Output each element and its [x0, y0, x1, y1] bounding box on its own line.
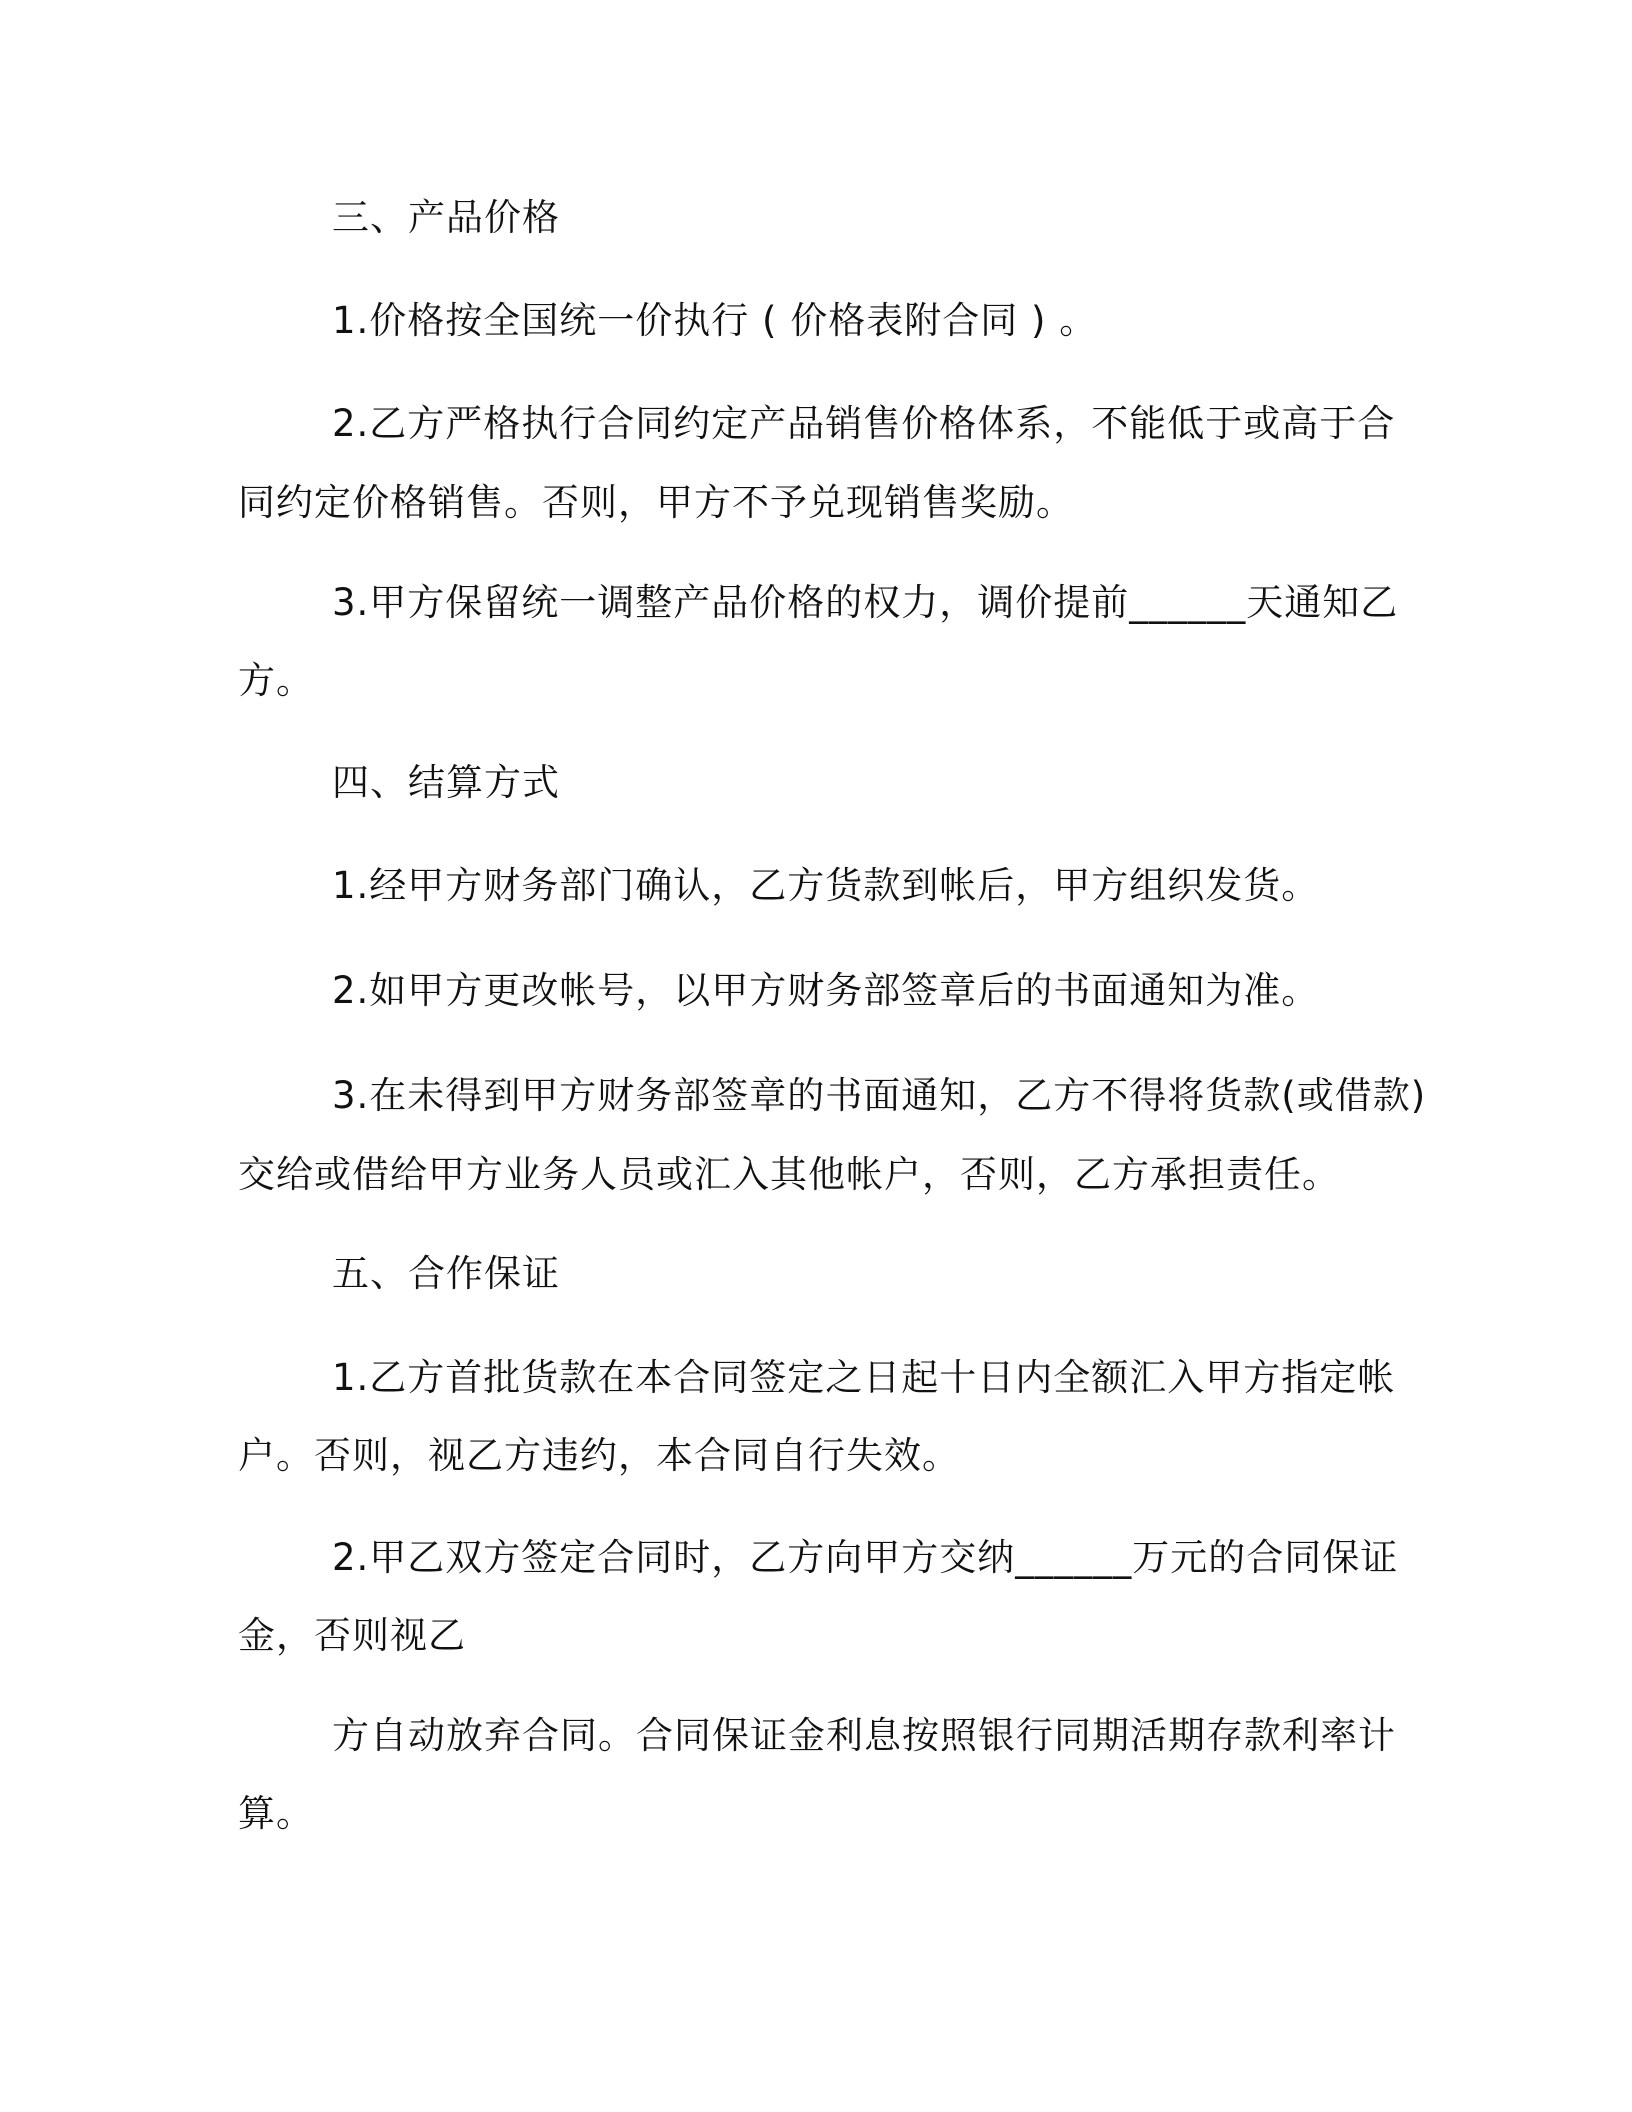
guarantee-clause-2-line-2: 金，否则视乙 [238, 1614, 466, 1657]
price-clause-2-line-1: 2.乙方严格执行合同约定产品销售价格体系，不能低于或高于合 [332, 402, 1396, 445]
guarantee-clause-1-line-2: 户。否则，视乙方违约，本合同自行失效。 [238, 1434, 960, 1477]
guarantee-clause-2-line-4: 算。 [238, 1792, 314, 1835]
price-clause-3-line-2: 方。 [238, 659, 314, 702]
settlement-clause-3-line-1: 3.在未得到甲方财务部签章的书面通知，乙方不得将货款(或借款) [332, 1074, 1427, 1117]
guarantee-clause-2-line-3: 方自动放弃合同。合同保证金利息按照银行同期活期存款利率计 [332, 1714, 1396, 1757]
section-heading-price: 三、产品价格 [332, 196, 560, 239]
price-clause-2-line-2: 同约定价格销售。否则，甲方不予兑现销售奖励。 [238, 481, 1074, 524]
settlement-clause-2: 2.如甲方更改帐号，以甲方财务部签章后的书面通知为准。 [332, 969, 1320, 1012]
section-heading-settlement: 四、结算方式 [332, 761, 560, 804]
settlement-clause-3-line-2: 交给或借给甲方业务人员或汇入其他帐户，否则，乙方承担责任。 [238, 1153, 1340, 1196]
price-clause-1: 1.价格按全国统一价执行 ( 价格表附合同 ) 。 [332, 299, 1098, 342]
settlement-clause-1: 1.经甲方财务部门确认，乙方货款到帐后，甲方组织发货。 [332, 864, 1320, 907]
section-heading-guarantee: 五、合作保证 [332, 1252, 560, 1295]
guarantee-clause-2-line-1: 2.甲乙双方签定合同时，乙方向甲方交纳______万元的合同保证 [332, 1536, 1399, 1579]
price-clause-3-line-1: 3.甲方保留统一调整产品价格的权力，调价提前______天通知乙 [332, 581, 1399, 624]
guarantee-clause-1-line-1: 1.乙方首批货款在本合同签定之日起十日内全额汇入甲方指定帐 [332, 1356, 1396, 1399]
